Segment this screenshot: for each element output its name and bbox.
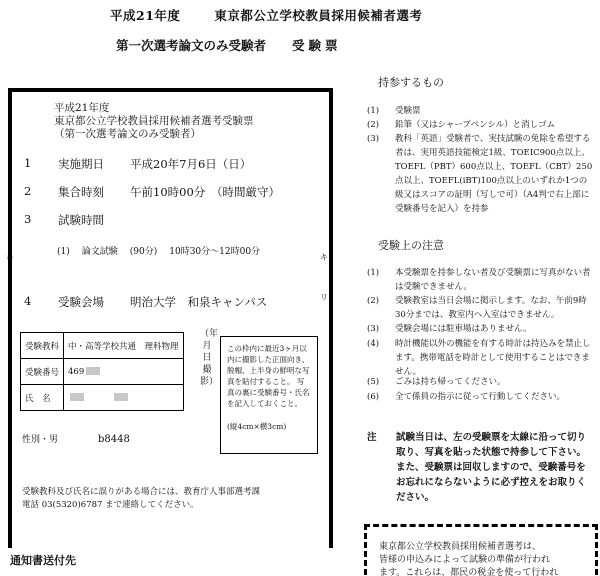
cut-mark: キ [320, 253, 328, 262]
list-item [367, 294, 595, 322]
footnote-line: 電話 03(5320)6787 まで連絡してください。 [22, 500, 199, 510]
note-text: 受験会場には駐車場はありません。 [395, 324, 532, 334]
exam-duration: (90分) [129, 247, 158, 257]
info-value-cell [64, 385, 184, 411]
item-number: (1) [367, 106, 380, 116]
dashed-notice-box [364, 524, 598, 576]
footnote-line: 受験教科及び氏名に誤りがある場合には、教育庁人事部選考課 [22, 487, 261, 497]
header-year: 平成21年度 [110, 8, 181, 23]
note-text: 本受験票を持参しない者及び受験票に写真がない者は受験できません。 [395, 268, 591, 292]
ticket-row-venue [24, 294, 324, 308]
cut-mark: リ [6, 293, 14, 302]
photo-date-note: （年月日撮影） [200, 329, 219, 387]
cut-mark: リ [320, 293, 328, 302]
row-value: 明治大学 和泉キャンパス [130, 295, 268, 309]
note-number: (5) [367, 377, 380, 387]
row-label: 受験会場 [58, 295, 104, 309]
attention-mark: 注 [367, 432, 377, 443]
row-number: 1 [24, 156, 32, 170]
notice-line: ます。これらは、都民の税金を使って行われ [379, 568, 559, 576]
gender-line [22, 432, 130, 445]
photo-instruction: この枠内に最近3ヶ月以内に撮影した正面向き、脱帽、上半身の鮮明な写真を貼付すること。 [227, 344, 310, 386]
info-value: 469 [68, 366, 85, 377]
note-text: 受験教室は当日会場に掲示します。なお、午前9時30分までは、教室内へ入室はできません。 [395, 296, 587, 320]
notice-line: 皆様の申込みによって試験の準備が行われ [379, 555, 551, 565]
note-text: 時計機能以外の機能を有する時計は持込みを禁止します。携帯電話を時計として使用することはできません。 [395, 339, 591, 377]
notice-line: 東京都公立学校教員採用候補者選考は、 [379, 542, 542, 552]
item-text: 受験票 [395, 106, 421, 116]
row-number: 2 [24, 184, 32, 198]
info-value-cell [64, 359, 184, 385]
table-row [21, 359, 184, 385]
note-number: (4) [367, 339, 380, 349]
gender-label: 性別・男 [22, 435, 59, 445]
photo-frame [220, 336, 318, 454]
redaction-mark [86, 367, 100, 375]
row-value: 平成20年7月6日（日） [130, 157, 252, 171]
note-text: ごみは持ち帰ってください。 [395, 377, 506, 387]
table-row [21, 333, 184, 359]
info-key: 受験教科 [21, 333, 64, 359]
note-text: 全て係員の指示に従って行動してください。 [395, 392, 566, 402]
header-subtitle [116, 36, 342, 54]
candidate-code: b8448 [98, 434, 130, 445]
exam-name: 論文試験 [81, 247, 118, 257]
exam-schedule [57, 244, 272, 257]
info-key: 受験番号 [21, 359, 64, 385]
list-item [367, 390, 595, 404]
row-label: 実施期日 [58, 157, 104, 171]
info-key: 氏 名 [21, 385, 64, 411]
note-number: (2) [367, 296, 380, 306]
note-number: (3) [367, 324, 380, 334]
list-item [367, 375, 595, 389]
redaction-mark [114, 393, 128, 401]
exam-index: (1) [57, 247, 70, 257]
ticket-row-exam-time [24, 212, 324, 226]
list-item [367, 104, 595, 118]
ticket-row-time [24, 184, 324, 198]
exam-time: 10時30分～12時00分 [169, 247, 261, 257]
redaction-mark [70, 393, 84, 401]
header-doc-kind: 受験票 [292, 38, 342, 53]
cut-mark: キ [6, 253, 14, 262]
attention-text: 試験当日は、左の受験票を太線に沿って切り取り、写真を貼った状態で持参して下さい。また、受験票は回収しますので、受験番号をお忘れにならないように必ず控えをお取りください。 [396, 432, 587, 503]
item-number: (3) [367, 134, 380, 144]
header-org: 東京都公立学校教員採用候補者選考 [214, 8, 423, 23]
row-number: 4 [24, 294, 32, 308]
items-title: 持参するもの [378, 76, 444, 89]
ticket-row-date [24, 156, 324, 170]
row-number: 3 [24, 212, 32, 226]
notify-address-label: 通知書送付先 [10, 554, 76, 567]
item-text: 鉛筆（又はシャープペンシル）と消しゴム [395, 120, 556, 130]
list-item [367, 132, 595, 216]
candidate-info-table [20, 332, 184, 411]
ticket-heading-line: （第一次選考論文のみ受験者） [54, 128, 201, 140]
photo-size: (縦4cm×横3cm) [227, 422, 287, 431]
notes-title: 受験上の注意 [378, 239, 444, 252]
item-number: (2) [367, 120, 380, 130]
item-text: 教科「英語」受験者で、実技試験の免除を希望する者は、実用英語技能検定1級、TOEIC900点以上、TOEFL（PBT）600点以上、TOEFL（CBT）250点以上、TOEFL(iBT)100点以上のいずれか1つの級又はスコアの証明（写しで可）（A4判で右上部に受験番号を記入）を持参 [395, 134, 593, 214]
list-item [367, 118, 595, 132]
contact-footnote [22, 486, 260, 512]
note-number: (1) [367, 268, 380, 278]
row-label: 試験時間 [58, 213, 104, 227]
header-title [110, 6, 422, 24]
table-row [21, 385, 184, 411]
list-item [367, 266, 595, 294]
info-value: 中・高等学校共通 理科物理 [64, 333, 184, 359]
header-subtitle-text: 第一次選考論文のみ受験者 [116, 38, 267, 53]
exam-ticket [8, 88, 333, 548]
list-item [367, 322, 595, 336]
attention-note [367, 430, 592, 505]
ticket-heading-line: 東京都公立学校教員採用候補者選考受験票 [54, 115, 254, 127]
row-label: 集合時刻 [58, 185, 104, 199]
ticket-heading [54, 102, 254, 141]
ticket-heading-line: 平成21年度 [54, 102, 110, 114]
note-number: (6) [367, 392, 380, 402]
row-value: 午前10時00分 （時間厳守） [130, 185, 281, 199]
photo-instruction: 写真の裏に受験番号・氏名を記入しておくこと。 [227, 377, 310, 408]
list-item [367, 337, 595, 379]
